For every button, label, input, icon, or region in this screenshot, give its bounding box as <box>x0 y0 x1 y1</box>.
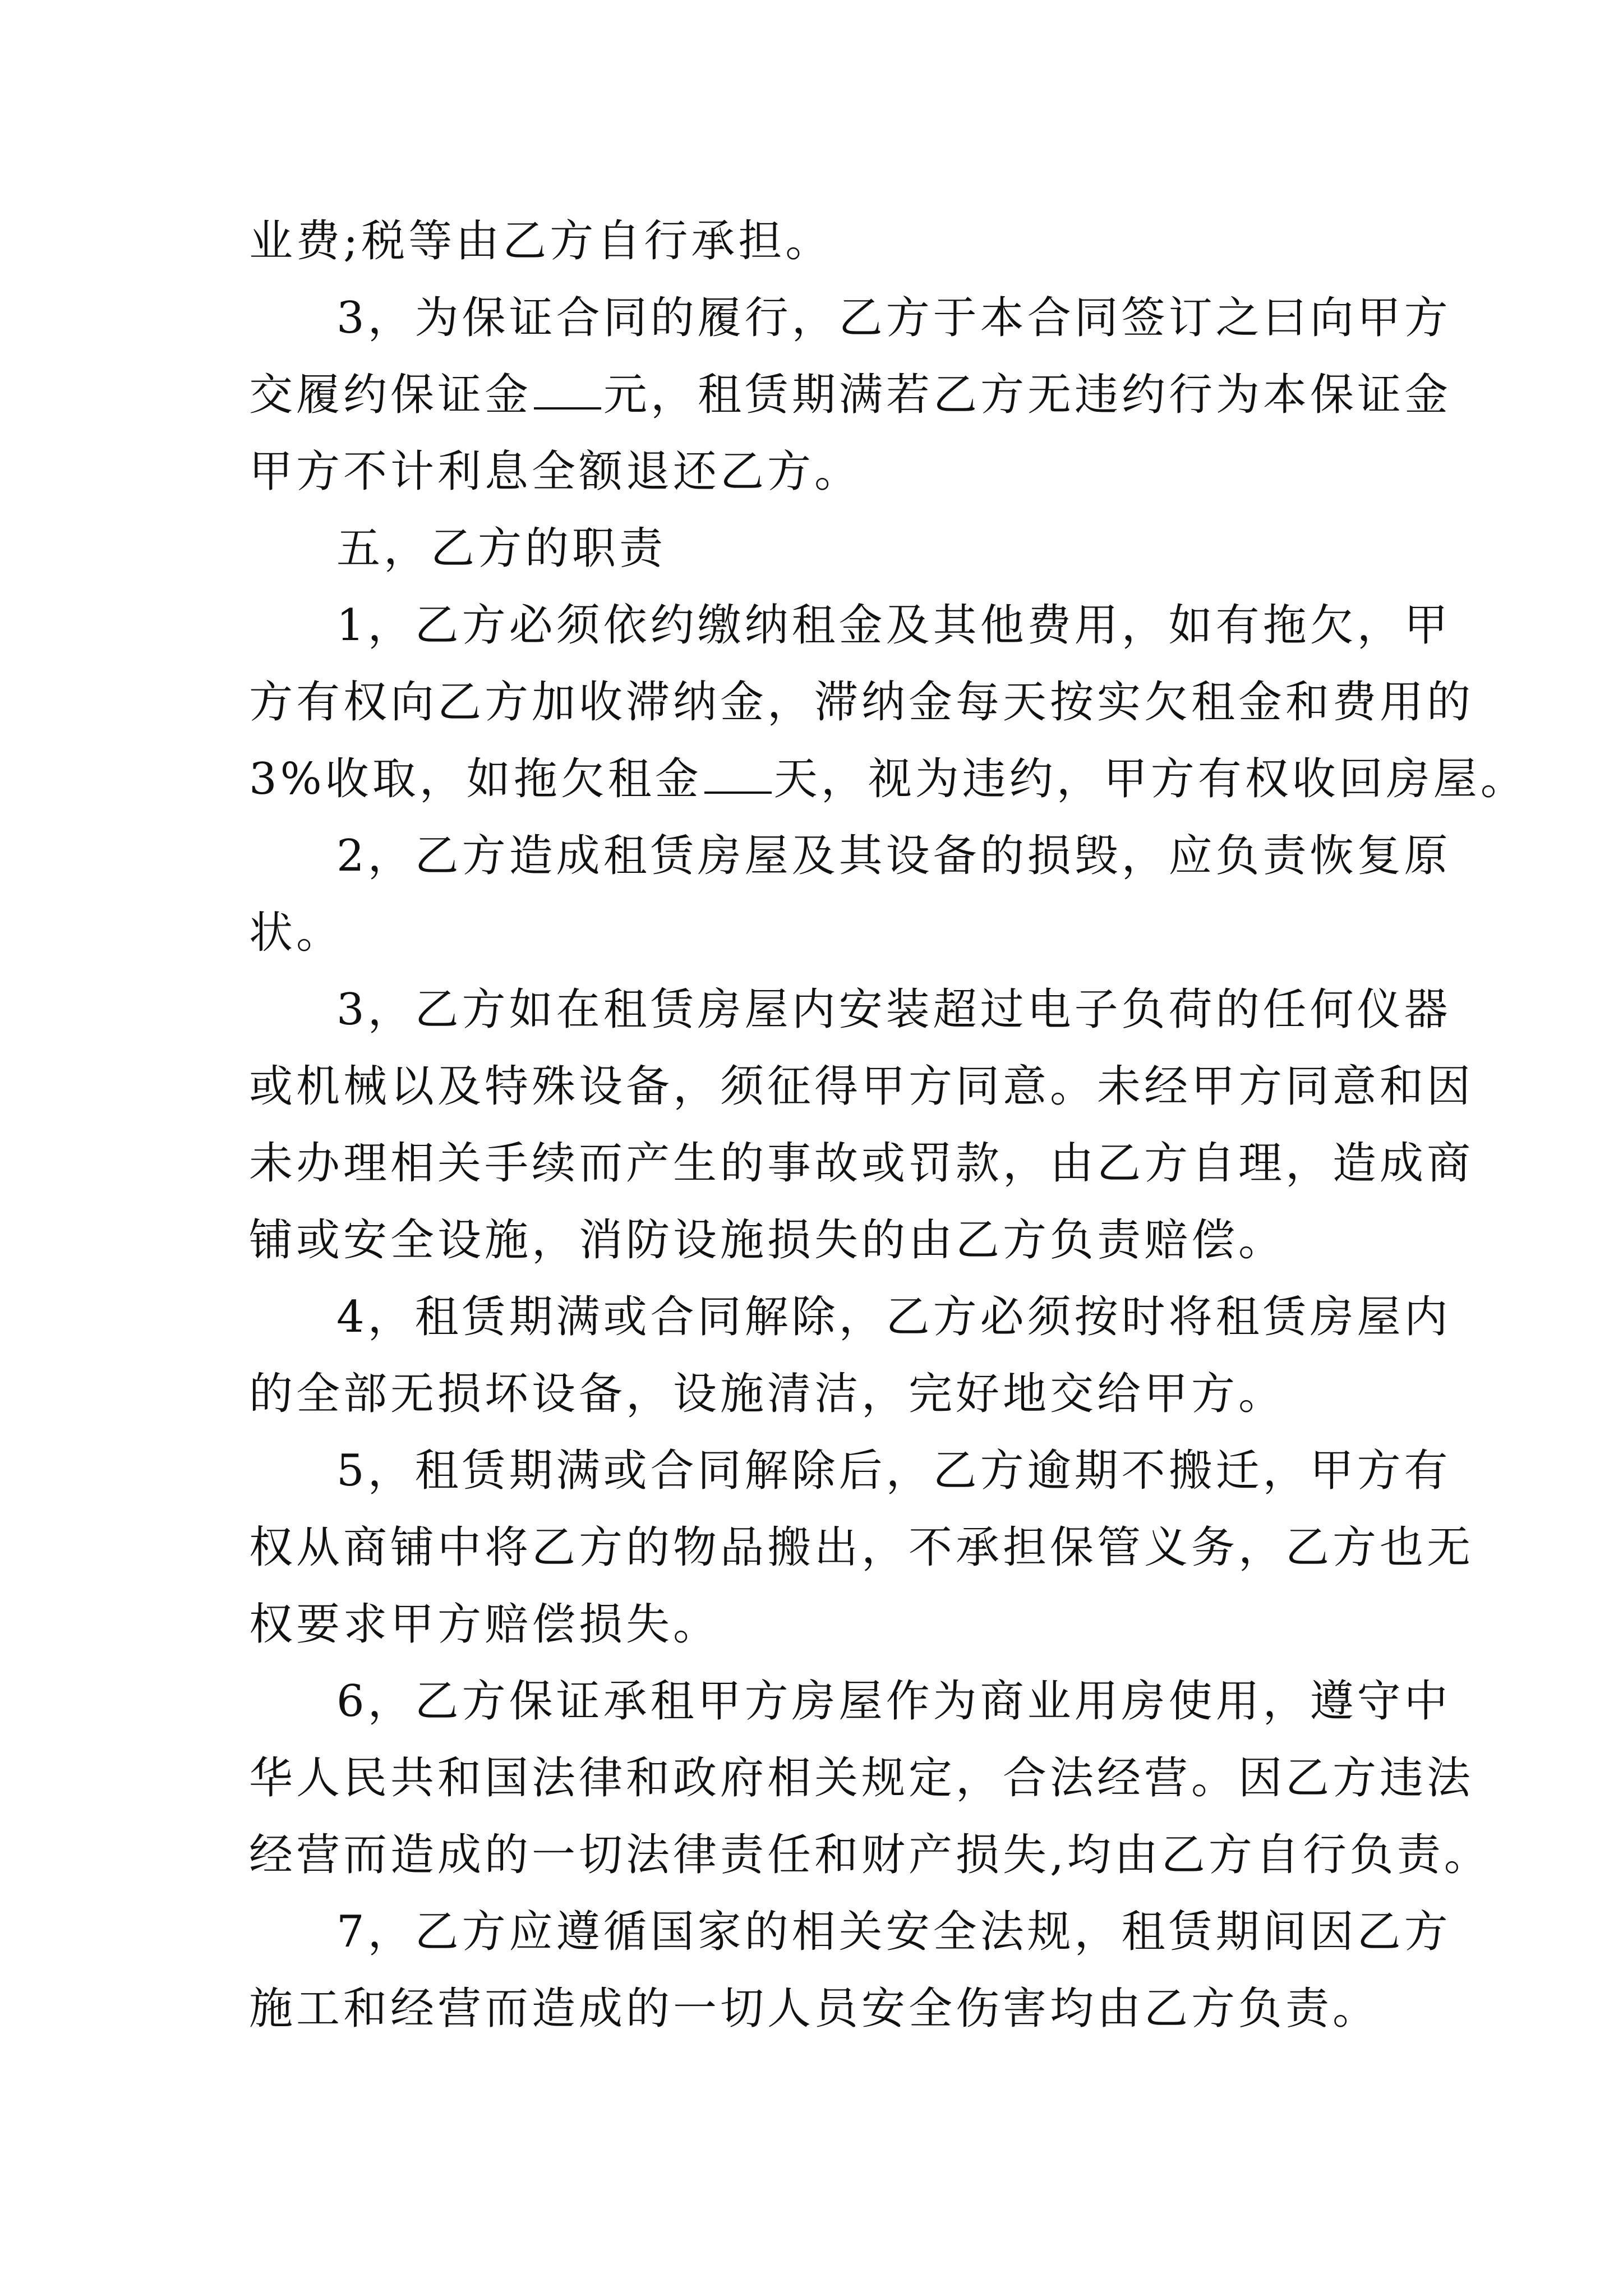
overdue-days-blank <box>704 757 772 794</box>
text-line: 的全部无损坏设备，设施清洁，完好地交给甲方。 <box>249 1369 1286 1419</box>
text-line: 权从商铺中将乙方的物品搬出，不承担保管义务，乙方也无 <box>249 1522 1474 1573</box>
text-line: 1，乙方必须依约缴纳租金及其他费用，如有拖欠，甲 <box>336 600 1451 651</box>
text-line: 华人民共和国法律和政府相关规定，合法经营。因乙方违法 <box>249 1753 1474 1803</box>
contract-text <box>249 203 1528 2047</box>
text-line: 业费;税等由乙方自行承担。 <box>249 216 833 266</box>
text-line: 3，为保证合同的履行，乙方于本合同签订之曰向甲方 <box>336 293 1451 343</box>
text-line: 3，乙方如在租赁房屋内安装超过电子负荷的任何仪器 <box>336 984 1451 1035</box>
text-line: 经营而造成的一切法律责任和财产损失,均由乙方自行负责。 <box>249 1830 1491 1880</box>
text-line: 7，乙方应遵循国家的相关安全法规，租赁期间因乙方 <box>336 1907 1451 1957</box>
text-line: 2，乙方造成租赁房屋及其设备的损毁，应负责恢复原 <box>336 831 1451 881</box>
text-line: 权要求甲方赔偿损失。 <box>249 1599 721 1650</box>
text-line: 3%收取，如拖欠租金 天，视为违约，甲方有权收回房屋。 <box>249 754 1528 804</box>
text-line: 6，乙方保证承租甲方房屋作为商业用房使用，遵守中 <box>336 1676 1451 1727</box>
text-line: 甲方不计利息全额退还乙方。 <box>249 447 862 497</box>
text-line: 施工和经营而造成的一切人员安全伤害均由乙方负责。 <box>249 1984 1380 2034</box>
text-line: 5，租赁期满或合同解除后，乙方逾期不搬迁，甲方有 <box>336 1446 1451 1496</box>
text-line: 或机械以及特殊设备，须征得甲方同意。未经甲方同意和因 <box>249 1061 1474 1112</box>
text-line: 交履约保证金 元，租赁期满若乙方无违约行为本保证金 <box>249 370 1452 420</box>
text-line: 状。 <box>249 908 344 958</box>
text-line: 未办理相关手续而产生的事故或罚款，由乙方自理，造成商 <box>249 1138 1474 1189</box>
deposit-amount-blank <box>534 372 601 409</box>
text-line: 方有权向乙方加收滞纳金，滞纳金每天按实欠租金和费用的 <box>249 677 1474 728</box>
text-line: 铺或安全设施，消防设施损失的由乙方负责赔偿。 <box>249 1215 1286 1266</box>
section-heading: 五，乙方的职责 <box>336 523 667 574</box>
text-line: 4，租赁期满或合同解除，乙方必须按时将租赁房屋内 <box>336 1292 1451 1342</box>
